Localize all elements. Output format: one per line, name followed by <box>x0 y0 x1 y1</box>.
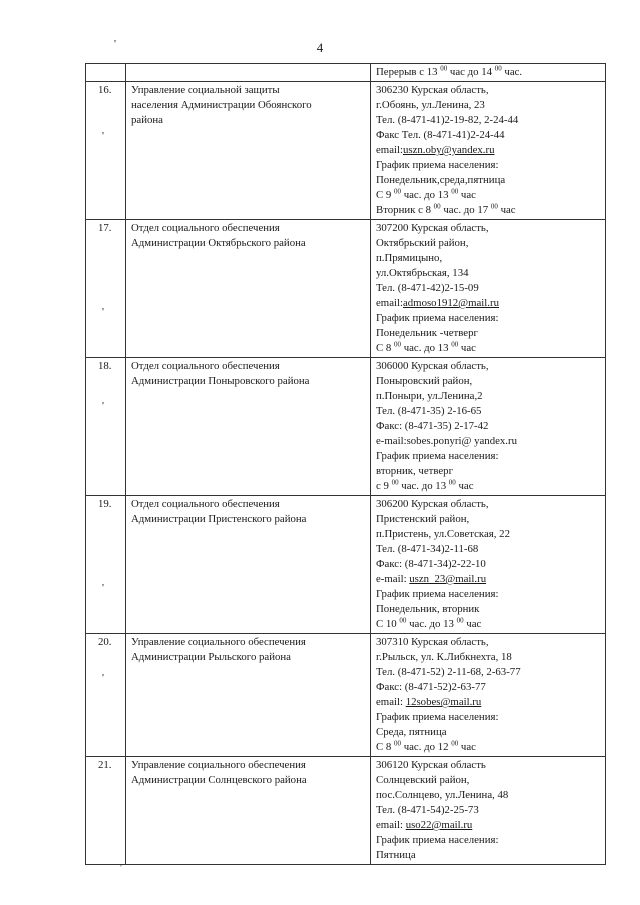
org-name-line: Управление социального обеспечения <box>131 759 306 771</box>
row-number: 20. <box>86 634 126 757</box>
phone: Тел. (8-471-34)2-11-68 <box>376 543 479 555</box>
address-line: п.Прямицыно, <box>376 252 443 264</box>
margin-tick: ' <box>102 582 104 594</box>
email-line <box>376 143 601 158</box>
org-name-line: Администрации Октябрьского района <box>131 237 306 249</box>
org-name-line: Администрации Поныровского района <box>131 375 310 387</box>
org-name-line: населения Администрации Обоянского <box>131 99 312 111</box>
phone: Тел. (8-471-35) 2-16-65 <box>376 405 482 417</box>
margin-tick: ' <box>114 38 116 50</box>
row-number: 17. <box>86 220 126 358</box>
schedule-hours: Вторник с 8 $^{00}$ час. до 17 $^{00}$ час <box>376 202 516 216</box>
address-line: 306200 Курская область, <box>376 498 489 510</box>
org-cell <box>126 82 371 220</box>
info-cell <box>371 64 606 82</box>
break-time: Перерыв с 13 $^{00}$ час до 14 $^{00}$ час. <box>376 64 523 78</box>
table-row <box>86 358 606 496</box>
email-link[interactable]: uso22@mail.ru <box>405 819 473 831</box>
table-row <box>86 82 606 220</box>
address-line: 306000 Курская область, <box>376 360 489 372</box>
page-number: 4 <box>316 40 324 55</box>
address-line: Поныровский район, <box>376 375 473 387</box>
email-label: email: <box>376 819 406 831</box>
email-label: email: <box>376 696 406 708</box>
schedule-title: График приема населения: <box>376 312 499 324</box>
address-line: ул.Октябрьская, 134 <box>376 267 469 279</box>
margin-tick: ' <box>102 130 104 142</box>
schedule-title: График приема населения: <box>376 588 499 600</box>
margin-tick: ' <box>102 400 104 412</box>
fax: Факс: (8-471-52)2-63-77 <box>376 681 486 693</box>
schedule-title: График приема населения: <box>376 450 499 462</box>
address-line: 307200 Курская область, <box>376 222 489 234</box>
address-line: пос.Солнцево, ул.Ленина, 48 <box>376 789 509 801</box>
email-link[interactable]: 12sobes@mail.ru <box>405 696 482 708</box>
email-line <box>376 296 601 311</box>
schedule-days: Среда, пятница <box>376 726 447 738</box>
org-cell <box>126 64 371 82</box>
schedule-days: Понедельник, вторник <box>376 603 480 615</box>
org-name-line: района <box>131 114 163 126</box>
fax: Факс Тел. (8-471-41)2-24-44 <box>376 129 505 141</box>
org-cell <box>126 220 371 358</box>
address-line: 306120 Курская область <box>376 759 486 771</box>
fax: Факс: (8-471-35) 2-17-42 <box>376 420 489 432</box>
info-cell <box>371 496 606 634</box>
email-label: email: <box>376 297 403 309</box>
email-line <box>376 695 601 710</box>
margin-tick: ' <box>102 672 104 684</box>
email-line[interactable]: e-mail:sobes.ponyri@ yandex.ru <box>376 435 517 447</box>
table-row <box>86 757 606 865</box>
phone: Тел. (8-471-52) 2-11-68, 2-63-77 <box>376 666 521 678</box>
margin-tick: ' <box>102 306 104 318</box>
schedule-title: График приема населения: <box>376 834 499 846</box>
address-line: Пристенский район, <box>376 513 470 525</box>
row-number: 16. <box>86 82 126 220</box>
email-label: e-mail: <box>376 573 410 585</box>
org-name-line: Управление социального обеспечения <box>131 636 306 648</box>
table-row <box>86 496 606 634</box>
row-number: 18. <box>86 358 126 496</box>
org-cell <box>126 634 371 757</box>
org-cell <box>126 757 371 865</box>
row-number: 21. <box>86 757 126 865</box>
schedule-days: Понедельник -четверг <box>376 327 478 339</box>
email-link[interactable]: uszn_23@mail.ru <box>409 573 487 585</box>
phone: Тел. (8-471-54)2-25-73 <box>376 804 479 816</box>
schedule-hours: С 8 $^{00}$ час. до 13 $^{00}$ час <box>376 340 476 354</box>
org-name-line: Отдел социального обеспечения <box>131 498 280 510</box>
address-line: Солнцевский район, <box>376 774 470 786</box>
email-label: email: <box>376 144 403 156</box>
email-line <box>376 818 601 833</box>
schedule-days: Пятница <box>376 849 416 861</box>
address-line: 306230 Курская область, <box>376 84 489 96</box>
email-line <box>376 572 601 587</box>
schedule-hours: С 8 $^{00}$ час. до 12 $^{00}$ час <box>376 739 476 753</box>
org-name-line: Отдел социального обеспечения <box>131 360 280 372</box>
info-cell <box>371 220 606 358</box>
fax: Факс: (8-471-34)2-22-10 <box>376 558 486 570</box>
org-cell <box>126 358 371 496</box>
address-line: г.Обоянь, ул.Ленина, 23 <box>376 99 485 111</box>
org-cell <box>126 496 371 634</box>
table-row <box>86 64 606 82</box>
phone: Тел. (8-471-42)2-15-09 <box>376 282 479 294</box>
margin-tick: ' <box>120 862 122 874</box>
email-link[interactable]: uszn.oby@yandex.ru <box>402 144 495 156</box>
info-cell <box>371 82 606 220</box>
email-link[interactable]: admoso1912@mail.ru <box>402 297 499 309</box>
org-name-line: Управление социальной защиты <box>131 84 280 96</box>
info-cell <box>371 757 606 865</box>
org-name-line: Отдел социального обеспечения <box>131 222 280 234</box>
schedule-hours: с 9 $^{00}$ час. до 13 $^{00}$ час <box>376 478 474 492</box>
info-cell <box>371 358 606 496</box>
org-name-line: Администрации Рыльского района <box>131 651 291 663</box>
schedule-days: вторник, четверг <box>376 465 453 477</box>
org-name-line: Администрации Пристенского района <box>131 513 307 525</box>
address-line: п.Поныри, ул.Ленина,2 <box>376 390 483 402</box>
org-name-line: Администрации Солнцевского района <box>131 774 307 786</box>
address-line: г.Рыльск, ул. К.Либкнехта, 18 <box>376 651 512 663</box>
address-line: 307310 Курская область, <box>376 636 489 648</box>
schedule-hours: С 9 $^{00}$ час. до 13 $^{00}$ час <box>376 187 476 201</box>
address-line: Октябрьский район, <box>376 237 469 249</box>
schedule-days: Понедельник,среда,пятница <box>376 174 506 186</box>
phone: Тел. (8-471-41)2-19-82, 2-24-44 <box>376 114 519 126</box>
schedule-hours: С 10 $^{00}$ час. до 13 $^{00}$ час <box>376 616 482 630</box>
departments-table <box>85 63 606 865</box>
schedule-title: График приема населения: <box>376 159 499 171</box>
num-cell <box>86 64 126 82</box>
table-row <box>86 220 606 358</box>
row-number: 19. <box>86 496 126 634</box>
address-line: п.Пристень, ул.Советская, 22 <box>376 528 510 540</box>
schedule-title: График приема населения: <box>376 711 499 723</box>
info-cell <box>371 634 606 757</box>
table-row <box>86 634 606 757</box>
